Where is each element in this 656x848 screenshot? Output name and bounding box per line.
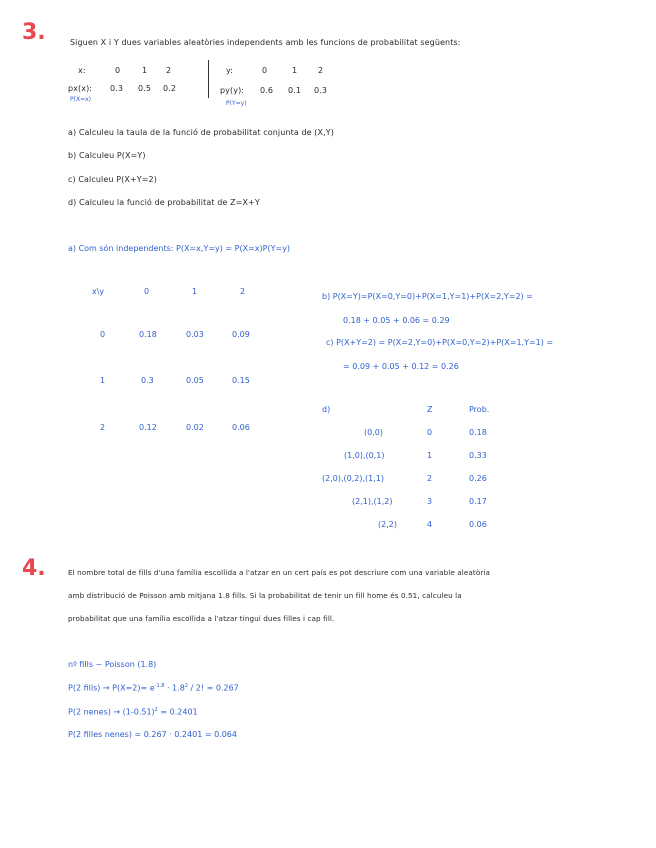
d-row-1-p: 0.33 bbox=[469, 451, 487, 460]
prob-header: Prob. bbox=[469, 405, 490, 414]
problem-3-number: 3. bbox=[22, 20, 46, 45]
solution-line-3-b: = 0.2401 bbox=[160, 707, 198, 717]
problem-4-text-1: El nombre total de fills d'una família escollida a l'atzar en un cert país es pot descriure com una variable aleatòria bbox=[68, 568, 490, 577]
joint-row-0-v1: 0.03 bbox=[186, 330, 204, 339]
d-row-0-z: 0 bbox=[427, 428, 433, 437]
solution-line-2 bbox=[68, 683, 239, 693]
joint-row-1-v1: 0.05 bbox=[186, 376, 204, 385]
solution-line-2-a: P(2 fills) → P(X=2)= e bbox=[68, 683, 155, 693]
py-value-1: 0.1 bbox=[288, 86, 302, 95]
solution-line-2-c: / 2! bbox=[190, 683, 205, 693]
question-d: d) Calculeu la funció de probabilitat de Z=X+Y bbox=[68, 198, 260, 207]
joint-row-2-v1: 0.02 bbox=[186, 423, 204, 432]
joint-col-0: 0 bbox=[144, 287, 150, 296]
y-label: y: bbox=[226, 66, 234, 75]
d-row-1-z: 1 bbox=[427, 451, 433, 460]
joint-corner: x\y bbox=[92, 287, 105, 296]
py-value-2: 0.3 bbox=[314, 86, 328, 95]
py-note: P(Y=y) bbox=[226, 100, 247, 107]
px-note: P(X=x) bbox=[70, 96, 91, 103]
problem-4-text-3: probabilitat que una família escollida a l'atzar tingui dues filles i cap fill. bbox=[68, 614, 335, 623]
d-row-4-p: 0.06 bbox=[469, 520, 487, 529]
joint-col-2: 2 bbox=[240, 287, 246, 296]
answer-d-label: d) bbox=[322, 405, 331, 414]
question-a: a) Calculeu la taula de la funció de probabilitat conjunta de (X,Y) bbox=[68, 128, 334, 137]
x-value-0: 0 bbox=[115, 66, 121, 75]
joint-row-1-x: 1 bbox=[100, 376, 106, 385]
solution-line-2-b: · 1.8 bbox=[166, 683, 185, 693]
z-header: Z bbox=[427, 405, 433, 414]
joint-row-0-v0: 0.18 bbox=[139, 330, 157, 339]
d-row-1-pairs: (1,0),(0,1) bbox=[344, 451, 385, 460]
question-b: b) Calculeu P(X=Y) bbox=[68, 151, 146, 160]
solution-line-3-sq: 2 bbox=[154, 707, 158, 713]
px-value-2: 0.2 bbox=[163, 84, 177, 93]
joint-row-2-x: 2 bbox=[100, 423, 106, 432]
question-c: c) Calculeu P(X+Y=2) bbox=[68, 175, 157, 184]
solution-line-2-sq: 2 bbox=[184, 683, 188, 689]
d-row-0-p: 0.18 bbox=[469, 428, 487, 437]
d-row-4-z: 4 bbox=[427, 520, 433, 529]
d-row-0-pairs: (0,0) bbox=[364, 428, 383, 437]
y-value-0: 0 bbox=[262, 66, 268, 75]
solution-line-2-exp: -1.8 bbox=[154, 683, 165, 689]
x-value-1: 1 bbox=[142, 66, 148, 75]
joint-row-0-v2: 0.09 bbox=[232, 330, 250, 339]
answer-a: a) Com són independents: P(X=x,Y=y) = P(X=x)P(Y=y) bbox=[68, 244, 291, 253]
joint-row-0-x: 0 bbox=[100, 330, 106, 339]
d-row-3-pairs: (2,1),(1,2) bbox=[352, 497, 393, 506]
solution-line-2-d: = 0.267 bbox=[206, 683, 239, 693]
x-value-2: 2 bbox=[166, 66, 172, 75]
table-divider bbox=[208, 60, 209, 98]
answer-c: c) P(X+Y=2) = P(X=2,Y=0)+P(X=0,Y=2)+P(X=1,Y=1) = bbox=[326, 338, 554, 347]
px-value-1: 0.5 bbox=[138, 84, 152, 93]
d-row-4-pairs: (2,2) bbox=[378, 520, 397, 529]
joint-row-2-v2: 0.06 bbox=[232, 423, 250, 432]
y-value-1: 1 bbox=[292, 66, 298, 75]
joint-row-1-v0: 0.3 bbox=[141, 376, 154, 385]
solution-line-4: P(2 filles nenes) = 0.267 · 0.2401 = 0.064 bbox=[68, 730, 237, 739]
solution-line-1: nº fills ~ Poisson (1.8) bbox=[68, 660, 157, 669]
problem-4-text-2: amb distribució de Poisson amb mitjana 1.8 fills. Si la probabilitat de tenir un fill home és 0.51, calculeu la bbox=[68, 591, 462, 600]
d-row-2-p: 0.26 bbox=[469, 474, 487, 483]
solution-line-3 bbox=[68, 707, 198, 717]
x-label: x: bbox=[78, 66, 86, 75]
d-row-3-z: 3 bbox=[427, 497, 433, 506]
y-value-2: 2 bbox=[318, 66, 324, 75]
problem-3-intro: Siguen X i Y dues variables aleatòries independents amb les funcions de probabilitat següents: bbox=[70, 38, 461, 47]
py-label: py(y): bbox=[220, 86, 245, 95]
joint-col-1: 1 bbox=[192, 287, 198, 296]
answer-c-result: = 0.09 + 0.05 + 0.12 = 0.26 bbox=[343, 362, 459, 371]
joint-row-1-v2: 0.15 bbox=[232, 376, 250, 385]
d-row-3-p: 0.17 bbox=[469, 497, 487, 506]
d-row-2-z: 2 bbox=[427, 474, 433, 483]
px-label: px(x): bbox=[68, 84, 93, 93]
answer-b: b) P(X=Y)=P(X=0,Y=0)+P(X=1,Y=1)+P(X=2,Y=2) = bbox=[322, 292, 533, 301]
py-value-0: 0.6 bbox=[260, 86, 274, 95]
px-value-0: 0.3 bbox=[110, 84, 124, 93]
d-row-2-pairs: (2,0),(0,2),(1,1) bbox=[322, 474, 384, 483]
problem-4-number: 4. bbox=[22, 556, 46, 581]
answer-b-result: 0.18 + 0.05 + 0.06 = 0.29 bbox=[343, 316, 450, 325]
joint-row-2-v0: 0.12 bbox=[139, 423, 157, 432]
solution-line-3-a: P(2 nenes) → (1-0.51) bbox=[68, 707, 155, 717]
